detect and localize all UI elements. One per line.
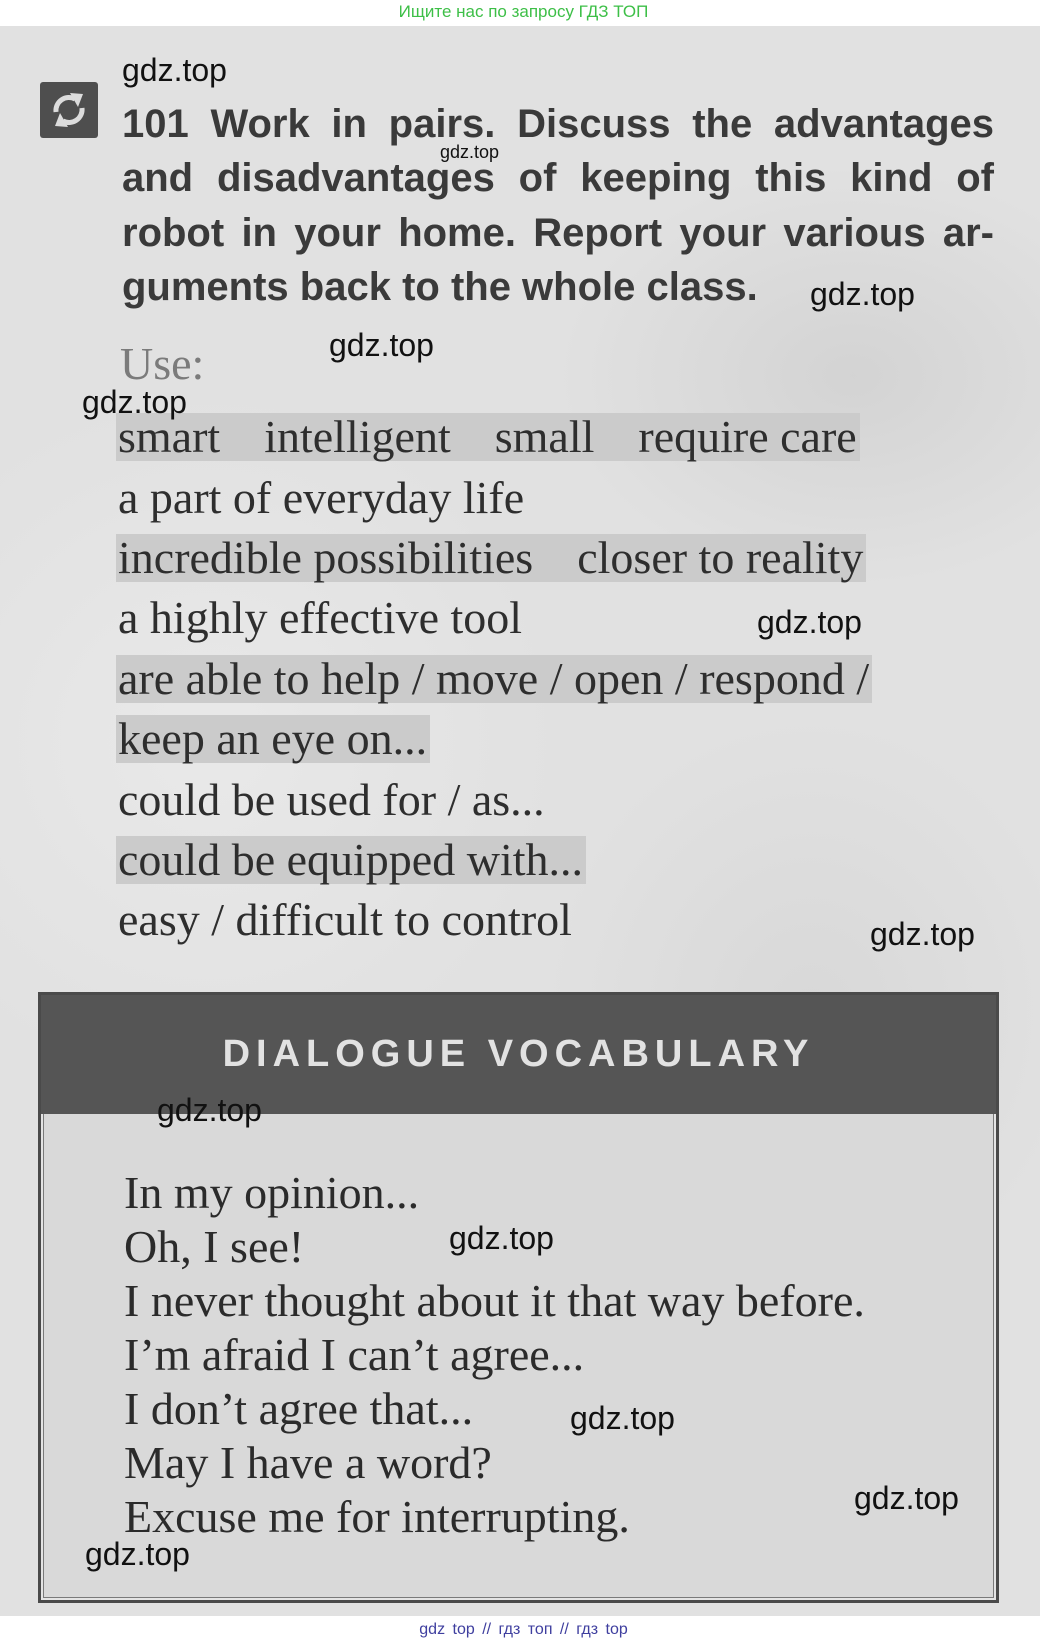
phrase-row: [116, 830, 872, 890]
repeat-cycle-icon: [40, 82, 98, 138]
watermark: gdz.top: [870, 916, 975, 952]
top-banner: Ищите нас по запросу ГДЗ ТОП: [398, 2, 649, 21]
phrase-row: [116, 769, 872, 829]
watermark: gdz.top: [570, 1400, 675, 1436]
phrase-item: a part of everyday life: [118, 471, 525, 523]
phrase-item: could be equipped with...: [118, 833, 584, 885]
dialogue-phrase: May I have a word?: [124, 1437, 492, 1488]
phrase-item: small: [494, 411, 595, 463]
phrase-item: could be used for / as...: [118, 773, 545, 825]
phrase-list: [116, 407, 872, 951]
watermark: gdz.top: [757, 604, 862, 640]
dialogue-vocabulary-title: DIALOGUE VOCABULARY: [41, 995, 996, 1114]
phrase-item: incredible possibilities: [118, 531, 534, 583]
watermark: gdz.top: [122, 52, 227, 88]
watermark: gdz.top: [854, 1480, 959, 1516]
phrase-item: are able to help / move / open / respond /: [118, 652, 870, 704]
exercise-heading-line: 101 Work in pairs. Discuss the advantages: [122, 102, 994, 146]
footer-links: gdz top // гдз топ // гдз top: [419, 1621, 628, 1638]
dialogue-phrase: Oh, I see!: [124, 1221, 305, 1272]
phrase-item: smart: [118, 411, 221, 463]
dialogue-phrase: I don’t agree that...: [124, 1383, 474, 1434]
dialogue-phrase: I’m afraid I can’t agree...: [124, 1329, 585, 1380]
watermark: gdz.top: [329, 327, 434, 363]
phrase-item: intelligent: [264, 411, 451, 463]
exercise-heading-line: robot in your home. Report your various ar-: [122, 210, 994, 255]
exercise-heading-line: guments back to the whole class.: [122, 265, 758, 310]
phrase-item: keep an eye on...: [118, 713, 428, 765]
phrase-row: [116, 528, 872, 588]
phrase-row: [116, 709, 872, 769]
watermark: gdz.top: [440, 142, 500, 162]
phrase-row: [116, 467, 872, 527]
exercise-heading-line: and disadvantages of keeping this kind of: [122, 156, 994, 201]
phrase-item: closer to reality: [577, 531, 864, 583]
dialogue-phrase: Excuse me for interrupting.: [124, 1491, 630, 1542]
phrase-item: a highly effective tool: [118, 592, 523, 644]
watermark: gdz.top: [82, 384, 187, 420]
dialogue-phrase: In my opinion...: [124, 1167, 420, 1218]
phrase-row: [116, 407, 872, 467]
phrase-row: [116, 890, 872, 950]
phrase-row: [116, 649, 872, 709]
dialogue-phrase: I never thought about it that way before.: [124, 1275, 865, 1326]
watermark: gdz.top: [157, 1092, 262, 1128]
watermark: gdz.top: [449, 1220, 554, 1256]
watermark: gdz.top: [85, 1536, 190, 1572]
watermark: gdz.top: [810, 276, 915, 312]
phrase-item: easy / difficult to control: [118, 894, 572, 946]
use-label: Use:: [120, 338, 205, 389]
phrase-item: require care: [638, 411, 857, 463]
